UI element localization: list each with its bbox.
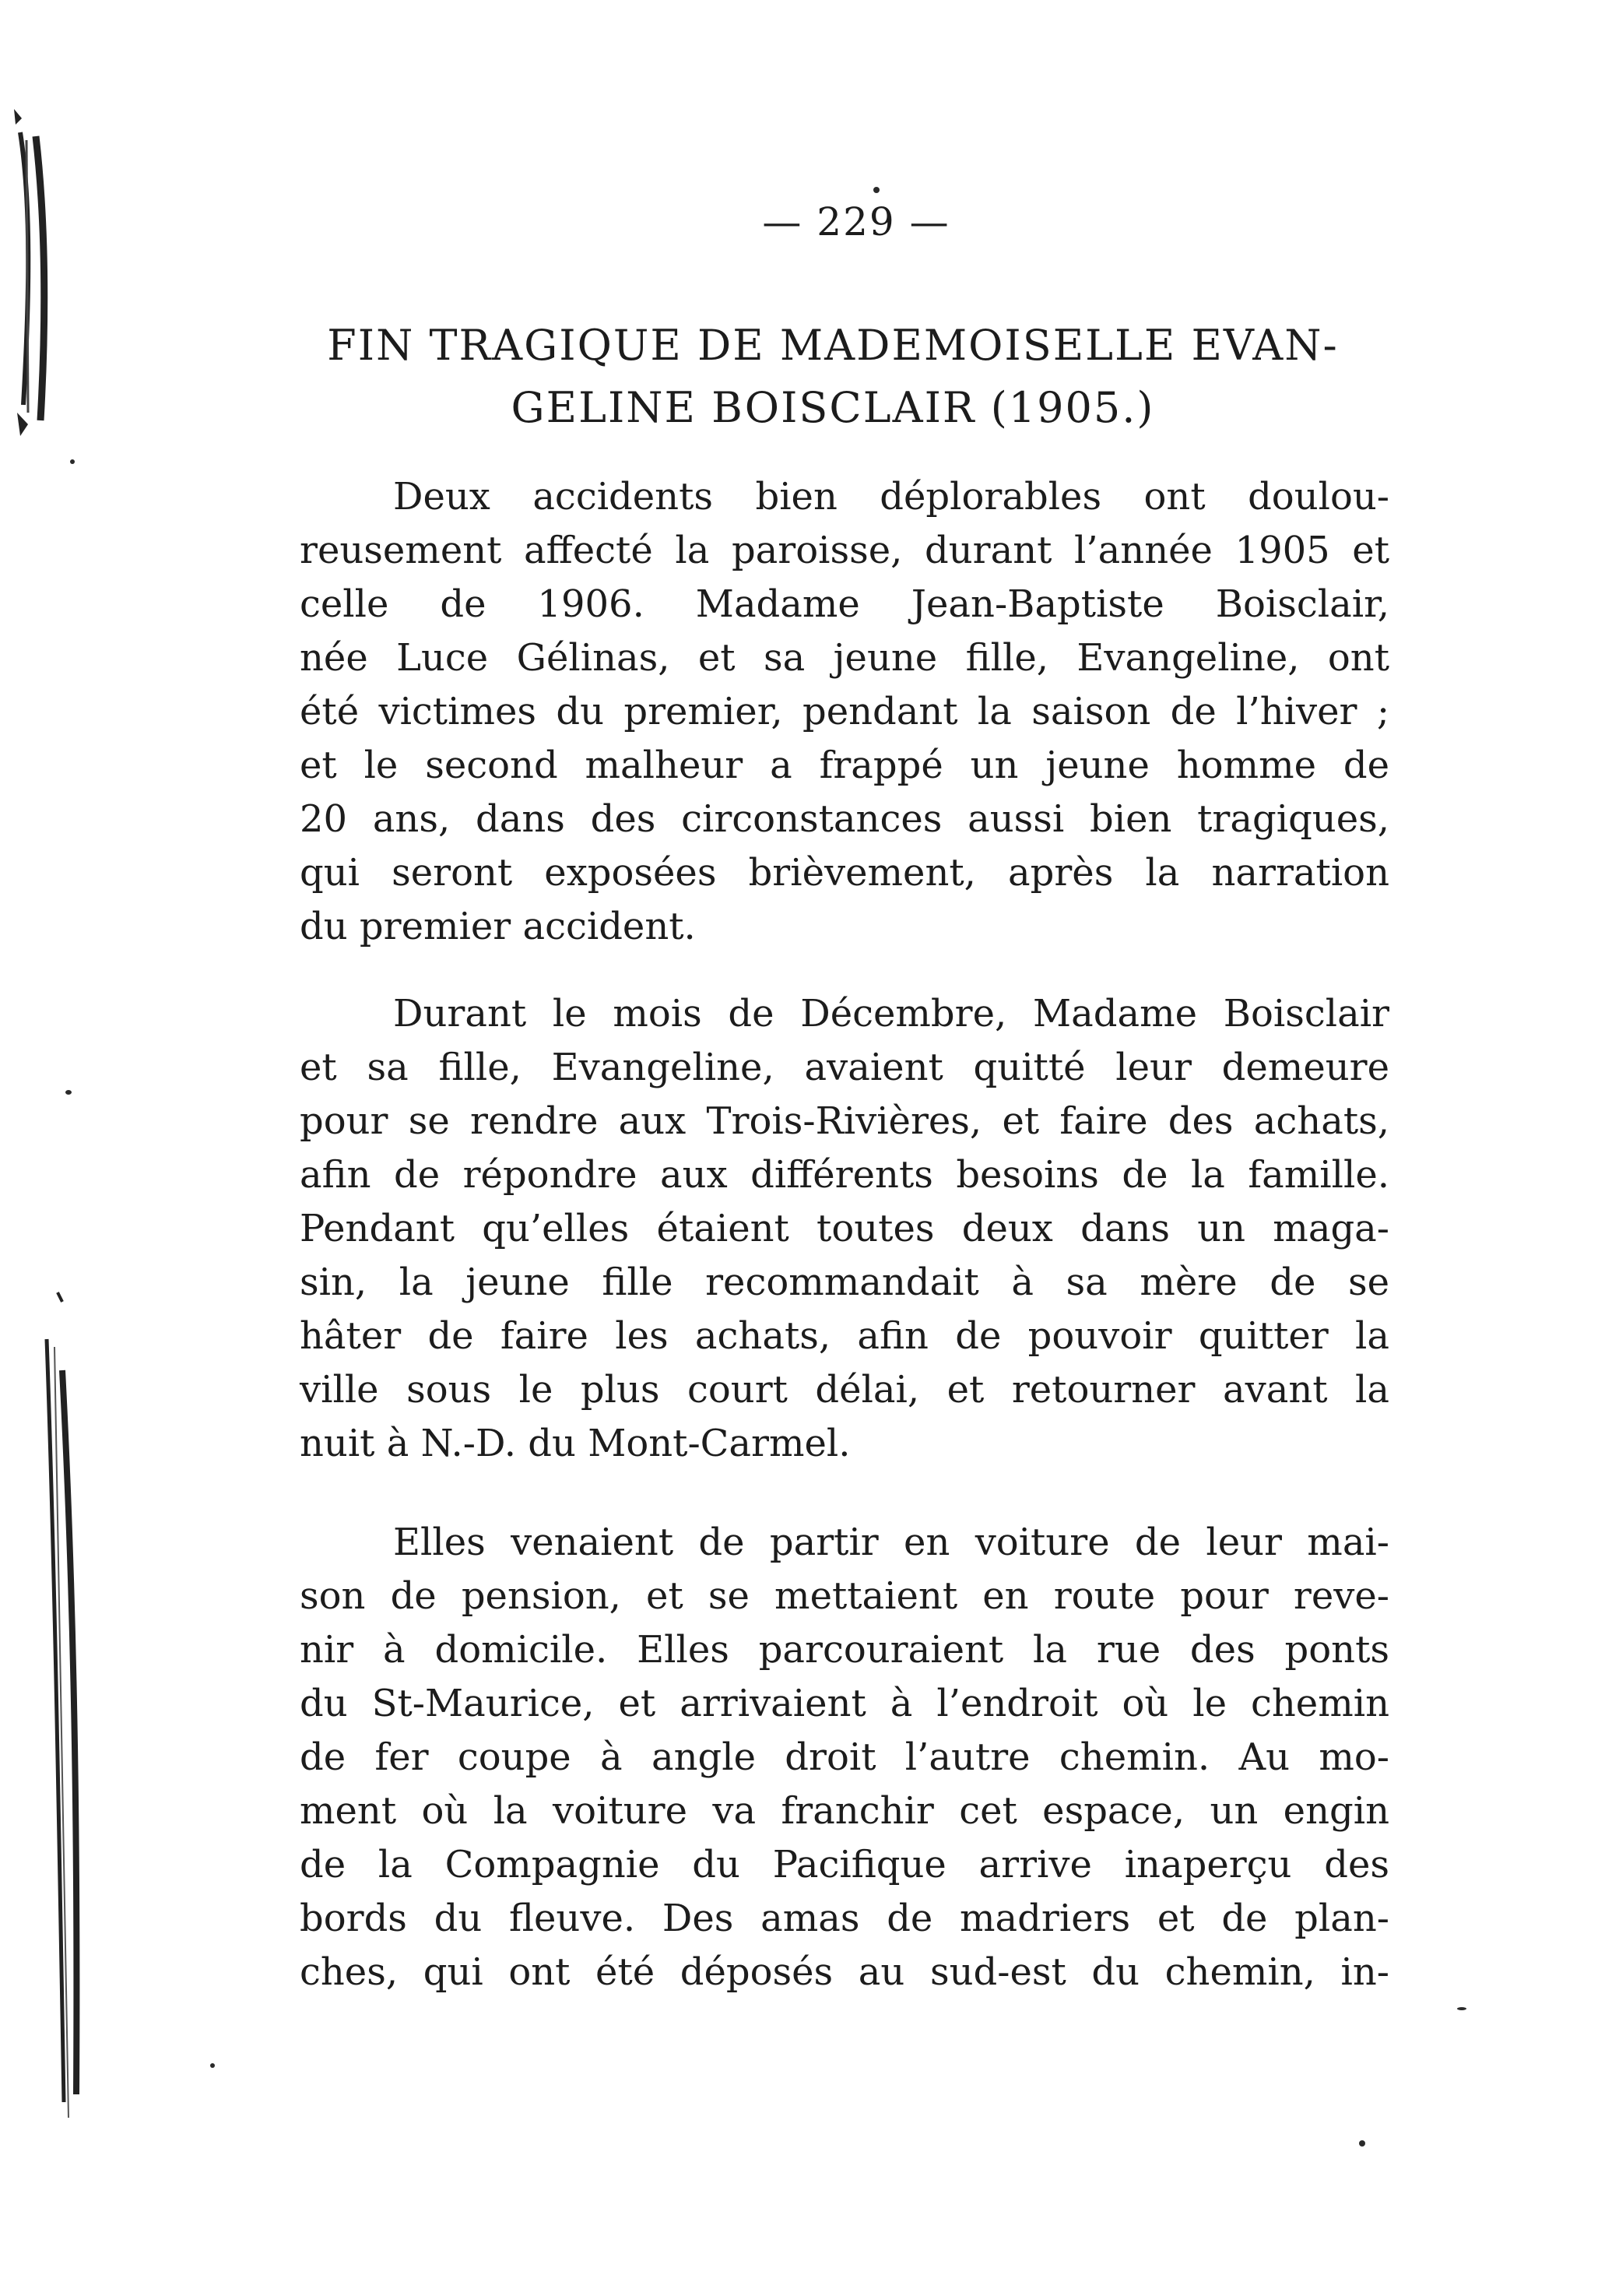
binding-edge-marks [0,0,109,2296]
scan-speck [1457,2007,1466,2010]
text-line: du St-Maurice, et arrivaient à l’endroit où le chemin [300,1682,1389,1725]
scan-speck [1359,2140,1365,2147]
paragraph-3 [300,1516,1389,1999]
text-line: afin de répondre aux différents besoins de la famille. [300,1153,1389,1197]
paragraph-2 [300,987,1389,1471]
text-line: sin, la jeune fille recommandait à sa mère de se [300,1261,1389,1304]
chapter-title-line: GELINE BOISCLAIR (1905.) [511,383,1155,432]
text-line: ment où la voiture va franchir cet espace, un engin [300,1789,1389,1833]
text-line: Durant le mois de Décembre, Madame Boisclair [393,992,1389,1035]
text-line: été victimes du premier, pendant la saison de l’hiver ; [300,690,1389,733]
scan-speck [873,187,880,193]
chapter-title-line: FIN TRAGIQUE DE MADEMOISELLE EVAN- [327,321,1339,370]
text-line: nir à domicile. Elles parcouraient la rue des ponts [300,1628,1389,1672]
text-line: reusement affecté la paroisse, durant l’année 1905 et [300,529,1389,572]
text-line: qui seront exposées brièvement, après la narration [300,851,1389,895]
text-line: nuit à N.-D. du Mont-Carmel. [300,1422,851,1465]
scan-speck [210,2063,215,2068]
text-line: 20 ans, dans des circonstances aussi bien tragiques, [300,797,1389,841]
text-line: ches, qui ont été déposés au sud-est du chemin, in- [300,1950,1389,1994]
text-line: Pendant qu’elles étaient toutes deux dans un maga- [300,1207,1389,1250]
text-line: et sa fille, Evangeline, avaient quitté leur demeure [300,1046,1389,1089]
text-line: de la Compagnie du Pacifique arrive inaperçu des [300,1843,1389,1886]
text-line: Deux accidents bien déplorables ont doulou- [393,475,1389,519]
text-line: ville sous le plus court délai, et retourner avant la [300,1368,1389,1412]
text-line: pour se rendre aux Trois-Rivières, et faire des achats, [300,1099,1389,1143]
text-line: du premier accident. [300,905,696,948]
chapter-title [288,315,1378,439]
text-line: son de pension, et se mettaient en route pour reve- [300,1574,1389,1618]
text-line: bords du fleuve. Des amas de madriers et de plan- [300,1897,1389,1940]
text-line: hâter de faire les achats, afin de pouvoir quitter la [300,1314,1389,1358]
text-line: et le second malheur a frappé un jeune homme de [300,744,1389,787]
page-number: — 229 — [762,199,950,244]
paragraph-1 [300,470,1389,954]
scan-speck [70,459,75,464]
text-line: celle de 1906. Madame Jean-Baptiste Boisclair, [300,582,1389,626]
text-line: de fer coupe à angle droit l’autre chemin. Au mo- [300,1735,1389,1779]
scan-speck [65,1090,72,1095]
text-line: née Luce Gélinas, et sa jeune fille, Evangeline, ont [300,636,1389,680]
text-line: Elles venaient de partir en voiture de leur mai- [393,1521,1389,1564]
